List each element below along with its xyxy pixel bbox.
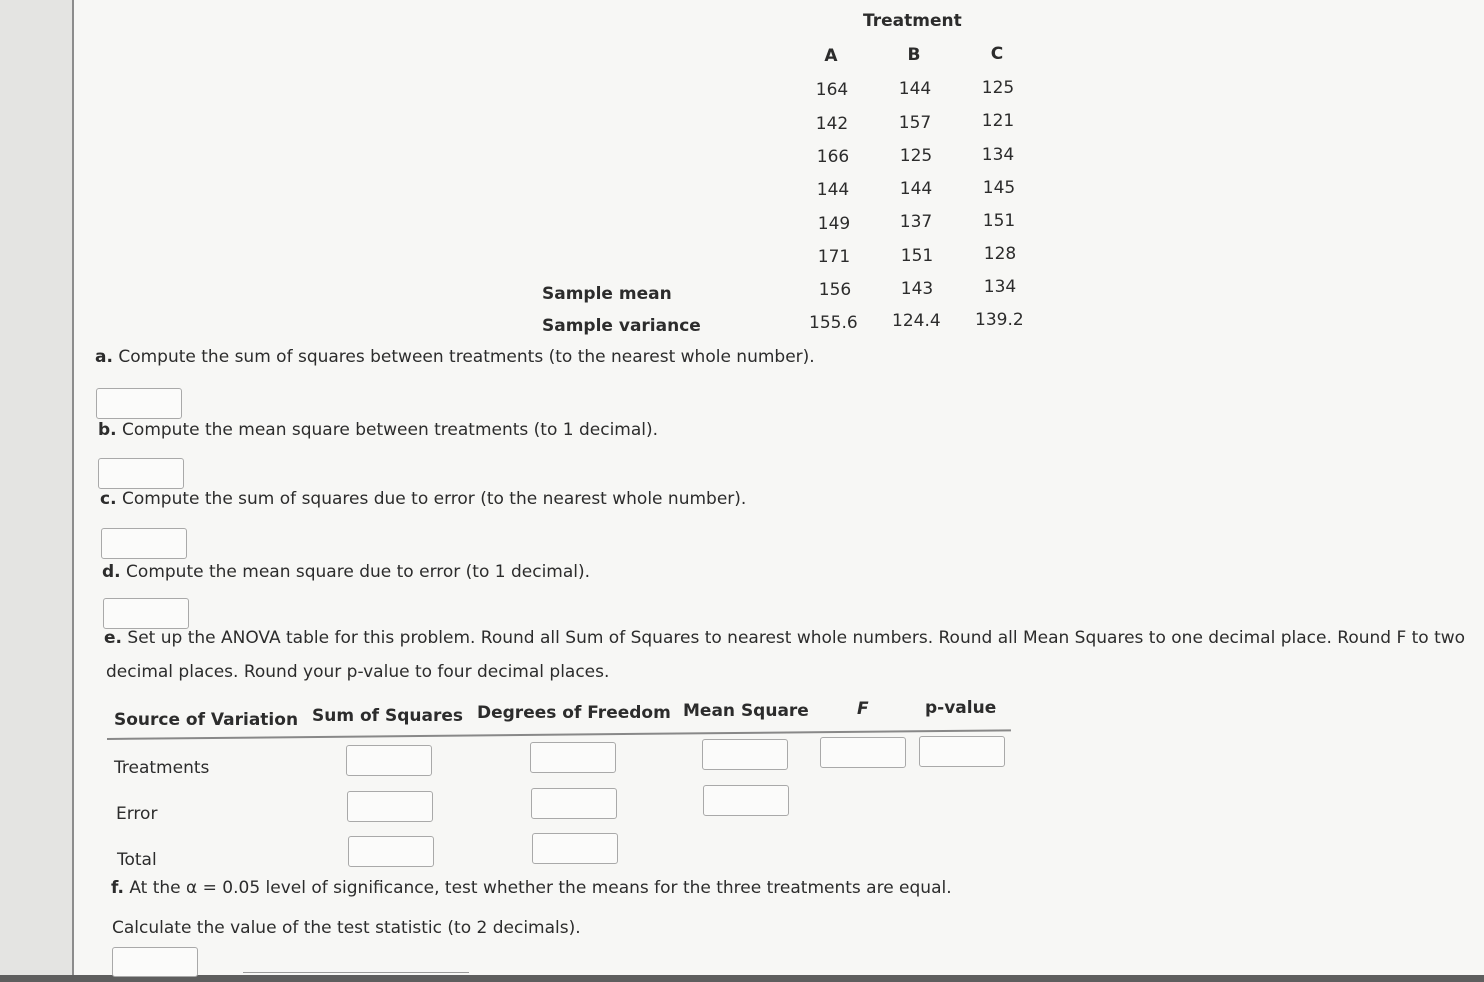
answer-input-c[interactable] (101, 528, 187, 559)
cell-b: 151 (900, 246, 934, 266)
question-letter: e. (104, 628, 122, 648)
anova-row-label-error: Error (116, 804, 158, 824)
anova-input-treatments-f[interactable] (820, 737, 906, 768)
question-b (98, 420, 658, 440)
sample-variance-label: Sample variance (542, 316, 701, 336)
cell-c: 145 (982, 178, 1016, 198)
anova-row-label-treatments: Treatments (114, 758, 210, 778)
answer-input-b[interactable] (98, 458, 184, 489)
question-e-line2: decimal places. Round your p-value to four decimal places. (106, 662, 610, 682)
cell-b: 143 (900, 279, 934, 299)
cell-b: 157 (898, 113, 932, 133)
question-d (102, 562, 590, 582)
question-text: Compute the mean square between treatments (to 1 decimal). (122, 420, 659, 440)
cell-c: 125 (981, 78, 1015, 98)
question-letter: d. (102, 562, 121, 582)
question-text: At the α = 0.05 level of significance, test whether the means for the three treatments are equal. (129, 878, 952, 898)
cell-c: 128 (983, 244, 1017, 264)
cell-c: 121 (981, 111, 1015, 131)
sample-mean-label: Sample mean (542, 284, 672, 304)
cell-a: 142 (815, 114, 849, 134)
cell-a: 171 (817, 247, 851, 267)
cell-a: 166 (816, 147, 850, 167)
question-letter: a. (95, 347, 113, 367)
cell-b: 137 (899, 212, 933, 232)
anova-header-f: F (857, 699, 869, 719)
question-text: Compute the sum of squares between treatments (to the nearest whole number). (118, 347, 815, 367)
question-f-subtext: Calculate the value of the test statistic (to 2 decimals). (112, 918, 581, 938)
question-letter: b. (98, 420, 117, 440)
answer-input-d[interactable] (103, 598, 189, 629)
anova-row-label-total: Total (117, 850, 157, 870)
column-header-c: C (990, 44, 1004, 64)
anova-input-treatments-pvalue[interactable] (919, 736, 1005, 767)
cell-c: 151 (982, 211, 1016, 231)
cell-c: 134 (981, 145, 1015, 165)
cell-a: 144 (816, 180, 850, 200)
anova-header-ss: Sum of Squares (312, 706, 463, 726)
answer-input-f[interactable] (112, 947, 198, 977)
cell-a: 155.6 (809, 313, 858, 333)
cell-a: 164 (815, 80, 849, 100)
question-letter: f. (111, 878, 124, 898)
treatment-heading: Treatment (863, 11, 962, 31)
question-a (95, 347, 815, 367)
anova-header-source: Source of Variation (114, 710, 299, 730)
anova-input-treatments-ms[interactable] (702, 739, 788, 770)
anova-header-ms: Mean Square (683, 701, 809, 721)
cell-b: 144 (899, 179, 933, 199)
anova-input-error-ms[interactable] (703, 785, 789, 816)
cell-b: 124.4 (892, 311, 941, 331)
anova-input-treatments-ss[interactable] (346, 745, 432, 776)
question-page (72, 0, 1484, 975)
cell-c: 139.2 (975, 310, 1024, 330)
question-text: Set up the ANOVA table for this problem. Round all Sum of Squares to nearest whole numbers. Round all Mean Squares to one decimal place. Round F to two (127, 628, 1466, 648)
cell-a: 149 (817, 214, 851, 234)
anova-input-treatments-df[interactable] (530, 742, 616, 773)
anova-input-total-df[interactable] (532, 833, 618, 864)
question-e (104, 628, 1465, 648)
answer-blank-line (243, 972, 469, 973)
cell-a: 156 (818, 280, 852, 300)
anova-header-pvalue: p-value (925, 698, 997, 718)
question-c (100, 489, 746, 509)
cell-b: 144 (898, 79, 932, 99)
anova-input-error-ss[interactable] (347, 791, 433, 822)
anova-input-total-ss[interactable] (348, 836, 434, 867)
cell-b: 125 (899, 146, 933, 166)
answer-input-a[interactable] (96, 388, 182, 419)
anova-header-df: Degrees of Freedom (477, 703, 671, 723)
anova-input-error-df[interactable] (531, 788, 617, 819)
column-header-b: B (907, 45, 921, 65)
cell-c: 134 (983, 277, 1017, 297)
window-bottom-edge (0, 975, 1484, 982)
question-text: Compute the sum of squares due to error (to the nearest whole number). (121, 489, 747, 509)
question-text: Compute the mean square due to error (to 1 decimal). (126, 562, 591, 582)
column-header-a: A (824, 46, 838, 66)
question-letter: c. (100, 489, 117, 509)
question-f (111, 878, 952, 898)
